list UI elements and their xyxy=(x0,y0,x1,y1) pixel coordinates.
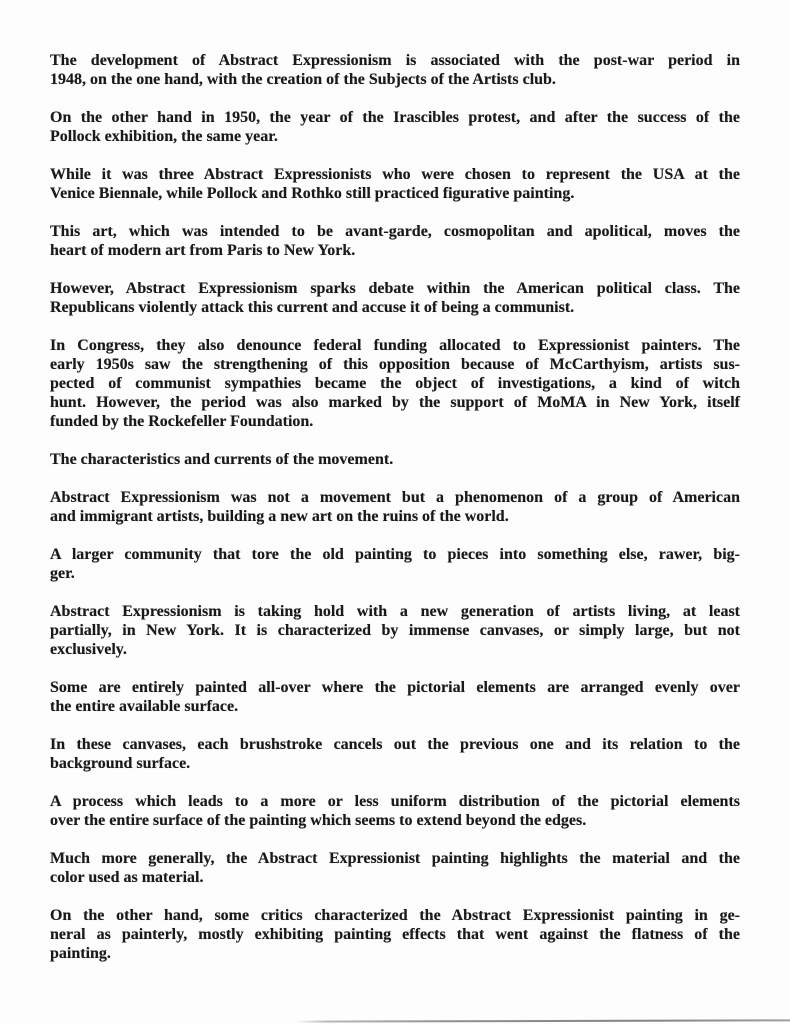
paragraph xyxy=(50,165,740,203)
scan-edge-artifact xyxy=(296,1019,790,1022)
paragraph-line: hunt. However, the period was also marked by the support of MoMA in New York, itself xyxy=(50,394,740,411)
paragraph-line: background surface. xyxy=(50,755,191,772)
paragraph-line: funded by the Rockefeller Foundation. xyxy=(50,413,314,430)
paragraph-line: pected of communist sympathies became the object of investigations, a kind of witch xyxy=(50,375,740,392)
paragraph xyxy=(50,545,740,583)
paragraph-line: and immigrant artists, building a new art on the ruins of the world. xyxy=(50,508,509,525)
paragraph xyxy=(50,336,740,431)
paragraph-line: 1948, on the one hand, with the creation of the Subjects of the Artists club. xyxy=(50,71,556,88)
paragraph-line: Pollock exhibition, the same year. xyxy=(50,128,278,145)
paragraph xyxy=(50,279,740,317)
paragraph xyxy=(50,222,740,260)
paragraph xyxy=(50,488,740,526)
paragraph-line: over the entire surface of the painting which seems to extend beyond the edges. xyxy=(50,812,587,829)
paragraph-line: heart of modern art from Paris to New York. xyxy=(50,242,356,259)
paragraph xyxy=(50,450,740,469)
paragraph-line: Abstract Expressionism was not a movement but a phenomenon of a group of American xyxy=(50,489,740,506)
paragraph xyxy=(50,735,740,773)
paragraph-line: This art, which was intended to be avant-garde, cosmopolitan and apolitical, moves the xyxy=(50,223,740,240)
paragraph xyxy=(50,602,740,659)
paragraph-line: Much more generally, the Abstract Expressionist painting highlights the material and the xyxy=(50,850,740,867)
paragraph-line: the entire available surface. xyxy=(50,698,239,715)
paragraph-line: While it was three Abstract Expressionists who were chosen to represent the USA at the xyxy=(50,166,740,183)
paragraph xyxy=(50,678,740,716)
paragraph-line: However, Abstract Expressionism sparks debate within the American political class. The xyxy=(50,280,740,297)
paragraph-line: Republicans violently attack this current and accuse it of being a communist. xyxy=(50,299,575,316)
paragraph xyxy=(50,792,740,830)
paragraph-line: Venice Biennale, while Pollock and Rothko still practiced figurative painting. xyxy=(50,185,575,202)
paragraph xyxy=(50,906,740,963)
paragraph xyxy=(50,849,740,887)
paragraph-line: In these canvases, each brushstroke cancels out the previous one and its relation to the xyxy=(50,736,740,753)
paragraph-line: Some are entirely painted all-over where the pictorial elements are arranged evenly over xyxy=(50,679,740,696)
paragraph-line: In Congress, they also denounce federal funding allocated to Expressionist painters. The xyxy=(50,337,740,354)
paragraph-line: A larger community that tore the old painting to pieces into something else, rawer, big- xyxy=(50,546,740,563)
paragraph-line: On the other hand in 1950, the year of the Irascibles protest, and after the success of the xyxy=(50,109,740,126)
paragraph-line: painting. xyxy=(50,945,111,962)
paragraph-line: exclusively. xyxy=(50,641,127,658)
paragraph xyxy=(50,51,740,89)
paragraph-line: ger. xyxy=(50,565,75,582)
paragraph-line: neral as painterly, mostly exhibiting painting effects that went against the flatness of the xyxy=(50,926,740,943)
paragraph-line: A process which leads to a more or less uniform distribution of the pictorial elements xyxy=(50,793,740,810)
paragraph-line: color used as material. xyxy=(50,869,204,886)
paragraph-line: On the other hand, some critics characterized the Abstract Expressionist painting in ge- xyxy=(50,907,740,924)
paragraph-line: The development of Abstract Expressionism is associated with the post-war period in xyxy=(50,52,740,69)
paragraph-line: The characteristics and currents of the movement. xyxy=(50,451,394,468)
paragraph xyxy=(50,108,740,146)
paragraph-line: partially, in New York. It is characterized by immense canvases, or simply large, but not xyxy=(50,622,740,639)
paragraph-line: Abstract Expressionism is taking hold with a new generation of artists living, at least xyxy=(50,603,740,620)
paragraph-line: early 1950s saw the strengthening of this opposition because of McCarthyism, artists sus- xyxy=(50,356,740,373)
document-text-block xyxy=(50,51,740,982)
